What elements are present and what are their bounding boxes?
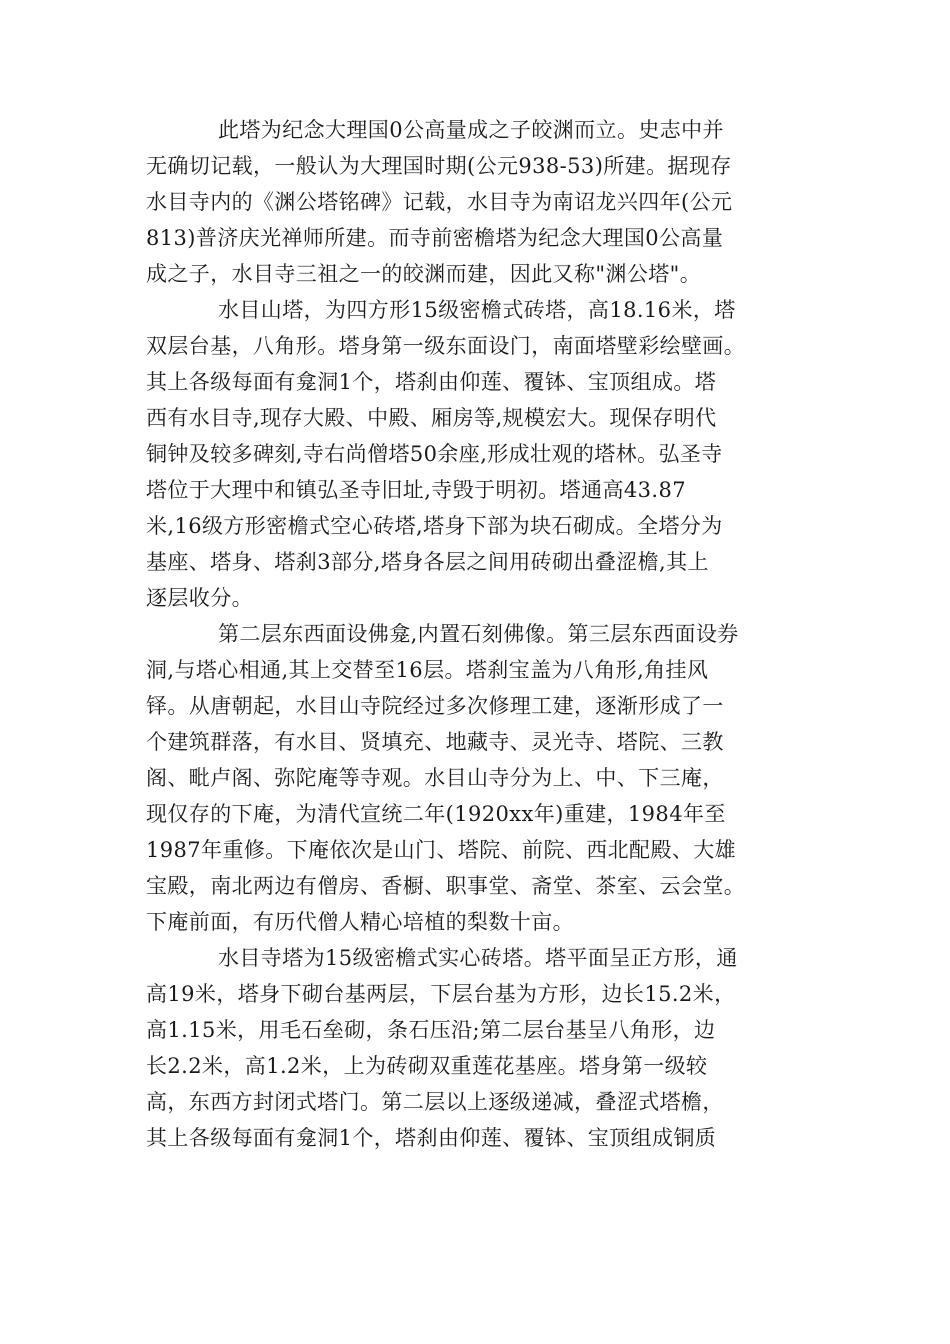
document-body — [146, 112, 806, 1156]
paragraph-3 — [146, 616, 806, 940]
paragraph-1 — [146, 112, 806, 292]
paragraph-4 — [146, 940, 806, 1156]
text-line: 铎。从唐朝起，水目山寺院经过多次修理工建，逐渐形成了一 — [146, 694, 724, 718]
text-line: 水目山塔，为四方形15级密檐式砖塔，高18.16米，塔 — [218, 298, 736, 322]
text-line: 塔位于大理中和镇弘圣寺旧址,寺毁于明初。塔通高43.87 — [146, 478, 686, 502]
text-line: 铜钟及较多碑刻,寺右尚僧塔50余座,形成壮观的塔林。弘圣寺 — [146, 442, 723, 466]
text-line: 洞,与塔心相通,其上交替至16层。塔刹宝盖为八角形,角挂风 — [146, 658, 709, 682]
text-line: 阁、毗卢阁、弥陀庵等寺观。水目山寺分为上、中、下三庵， — [146, 766, 724, 790]
text-line: 逐层收分。 — [146, 586, 253, 610]
text-line: 宝殿，南北两边有僧房、香橱、职事堂、斋堂、茶室、云会堂。 — [146, 874, 746, 898]
text-line: 双层台基，八角形。塔身第一级东面设门，南面塔壁彩绘壁画。 — [146, 334, 746, 358]
text-line: 第二层东西面设佛龛,内置石刻佛像。第三层东西面设券 — [218, 622, 739, 646]
text-line: 高19米，塔身下砌台基两层，下层台基为方形，边长15.2米， — [146, 982, 736, 1006]
text-line: 高，东西方封闭式塔门。第二层以上逐级递减，叠涩式塔檐， — [146, 1090, 724, 1114]
paragraph-2 — [146, 292, 806, 616]
text-line: 米,16级方形密檐式空心砖塔,塔身下部为块石砌成。全塔分为 — [146, 514, 723, 538]
text-line: 个建筑群落，有水目、贤填充、地藏寺、灵光寺、塔院、三教 — [146, 730, 724, 754]
text-line: 813)普济庆光禅师所建。而寺前密檐塔为纪念大理国0公高量 — [146, 226, 724, 250]
text-line: 其上各级每面有龛洞1个，塔刹由仰莲、覆钵、宝顶组成铜质 — [146, 1126, 717, 1150]
text-line: 水目寺内的《渊公塔铭碑》记载，水目寺为南诏龙兴四年(公元 — [146, 190, 733, 214]
text-line: 水目寺塔为15级密檐式实心砖塔。塔平面呈正方形，通 — [218, 946, 738, 970]
text-line: 高1.15米，用毛石垒砌，条石压沿;第二层台基呈八角形，边 — [146, 1018, 716, 1042]
text-line: 1987年重修。下庵依次是山门、塔院、前院、西北配殿、大雄 — [146, 838, 737, 862]
text-line: 现仅存的下庵，为清代宣统二年(1920xx年)重建，1984年至 — [146, 802, 726, 826]
text-line: 无确切记载，一般认为大理国时期(公元938-53)所建。据现存 — [146, 154, 732, 178]
text-line: 其上各级每面有龛洞1个，塔刹由仰莲、覆钵、宝顶组成。塔 — [146, 370, 717, 394]
text-line: 长2.2米，高1.2米，上为砖砌双重莲花基座。塔身第一级较 — [146, 1054, 708, 1078]
text-line: 成之子，水目寺三祖之一的皎渊而建，因此又称"渊公塔"。 — [146, 262, 702, 286]
text-line: 下庵前面，有历代僧人精心培植的梨数十亩。 — [146, 910, 574, 934]
text-line: 基座、塔身、塔刹3部分,塔身各层之间用砖砌出叠涩檐,其上 — [146, 550, 709, 574]
text-line: 西有水目寺,现存大殿、中殿、厢房等,规模宏大。现保存明代 — [146, 406, 717, 430]
text-line: 此塔为纪念大理国0公高量成之子皎渊而立。史志中并 — [218, 118, 724, 142]
